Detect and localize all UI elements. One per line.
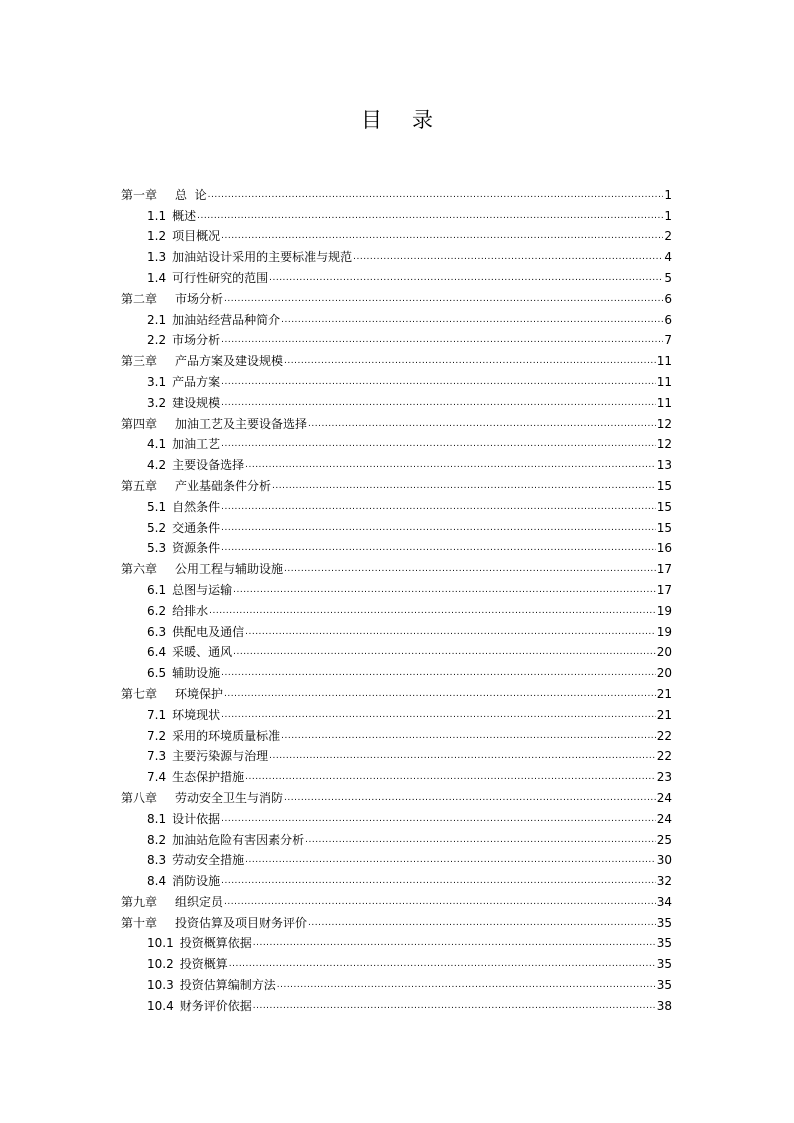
toc-entry-number: 8.4 [147, 874, 167, 889]
toc-entry-number: 第三章 [121, 354, 158, 369]
toc-dot-leader [221, 437, 656, 451]
toc-entry-number: 2.2 [147, 333, 167, 348]
toc-entry-label [147, 770, 244, 784]
toc-page-number: 13 [656, 458, 672, 473]
toc-page-number: 11 [656, 354, 672, 369]
toc-entry-number: 6.5 [147, 666, 167, 681]
toc-entry-text: 投资概算依据 [179, 936, 252, 951]
toc-page-number: 35 [656, 978, 672, 993]
toc-page-number: 30 [656, 853, 672, 868]
toc-entry-number: 8.2 [147, 832, 167, 847]
toc-entry-number: 3.1 [147, 374, 167, 389]
title-char-1: 目 [361, 108, 382, 132]
toc-entry-number: 1.1 [147, 208, 167, 223]
toc-dot-leader [281, 729, 656, 743]
toc-section-entry[interactable] [121, 659, 672, 680]
toc-entry-number: 1.3 [147, 250, 167, 265]
toc-entry-label [147, 500, 220, 514]
toc-section-entry[interactable] [121, 243, 672, 264]
toc-dot-leader [221, 666, 656, 680]
toc-section-entry[interactable] [121, 930, 672, 951]
toc-entry-number: 6.4 [147, 645, 167, 660]
toc-dot-leader [221, 521, 656, 535]
toc-entry-number: 第一章 [121, 187, 158, 202]
toc-dot-leader [245, 458, 656, 472]
toc-entry-label [147, 250, 352, 264]
toc-section-entry[interactable] [121, 202, 672, 223]
toc-entry-label [147, 999, 252, 1013]
toc-section-entry[interactable] [121, 576, 672, 597]
toc-dot-leader [284, 791, 656, 805]
toc-section-entry[interactable] [121, 493, 672, 514]
toc-page-number: 7 [664, 333, 672, 348]
toc-entry-label [121, 188, 207, 202]
toc-entry-label [147, 625, 244, 639]
toc-page-number: 21 [656, 686, 672, 701]
toc-entry-label [147, 521, 220, 535]
toc-section-entry[interactable] [121, 971, 672, 992]
toc-entry-number: 7.3 [147, 749, 167, 764]
toc-entry-text: 概述 [172, 208, 197, 223]
toc-entry-number: 4.2 [147, 458, 167, 473]
toc-entry-number: 第二章 [121, 291, 158, 306]
table-of-contents [121, 181, 672, 1013]
toc-entry-label [147, 853, 244, 867]
toc-section-entry[interactable] [121, 514, 672, 535]
toc-entry-label [147, 458, 244, 472]
toc-entry-number: 8.3 [147, 853, 167, 868]
toc-page-number: 22 [656, 728, 672, 743]
toc-entry-text: 资源条件 [172, 541, 221, 556]
toc-dot-leader [221, 229, 663, 243]
toc-chapter-entry[interactable] [121, 472, 672, 493]
toc-entry-text: 建设规模 [172, 395, 221, 410]
toc-dot-leader [221, 396, 656, 410]
toc-entry-text: 采用的环境质量标准 [172, 728, 281, 743]
toc-entry-text: 财务评价依据 [179, 998, 252, 1013]
toc-page-number: 32 [656, 874, 672, 889]
toc-page-number: 6 [664, 312, 672, 327]
toc-page-number: 11 [656, 374, 672, 389]
page-title [0, 104, 794, 134]
toc-entry-number: 第五章 [121, 478, 158, 493]
toc-page-number: 2 [664, 229, 672, 244]
toc-chapter-entry[interactable] [121, 410, 672, 431]
toc-section-entry[interactable] [121, 763, 672, 784]
toc-section-entry[interactable] [121, 223, 672, 244]
toc-entry-label [147, 645, 232, 659]
toc-dot-leader [245, 770, 656, 784]
toc-entry-number: 6.1 [147, 582, 167, 597]
toc-entry-number: 10.1 [147, 936, 174, 951]
toc-entry-label [121, 479, 271, 493]
toc-entry-number: 1.4 [147, 270, 167, 285]
toc-entry-text: 产品方案及建设规模 [175, 354, 284, 369]
toc-page-number: 35 [656, 957, 672, 972]
toc-page-number: 5 [664, 270, 672, 285]
toc-entry-number: 4.1 [147, 437, 167, 452]
toc-entry-number: 10.3 [147, 978, 174, 993]
toc-dot-leader [233, 645, 656, 659]
toc-page-number: 35 [656, 936, 672, 951]
toc-chapter-entry[interactable] [121, 285, 672, 306]
toc-entry-number: 10.2 [147, 957, 174, 972]
toc-chapter-entry[interactable] [121, 181, 672, 202]
toc-dot-leader [284, 354, 656, 368]
toc-entry-text: 劳动安全卫生与消防 [175, 790, 284, 805]
toc-entry-number: 7.1 [147, 707, 167, 722]
toc-entry-label [147, 729, 280, 743]
toc-entry-text: 主要设备选择 [172, 458, 245, 473]
toc-section-entry[interactable] [121, 847, 672, 868]
toc-page-number: 15 [656, 499, 672, 514]
toc-section-entry[interactable] [121, 701, 672, 722]
toc-entry-text: 投资概算 [179, 957, 228, 972]
toc-dot-leader [221, 333, 663, 347]
toc-entry-label [121, 354, 283, 368]
toc-entry-label [147, 957, 228, 971]
toc-dot-leader [208, 188, 663, 202]
toc-entry-label [147, 833, 304, 847]
toc-dot-leader [197, 209, 663, 223]
toc-page-number: 12 [656, 437, 672, 452]
toc-chapter-entry[interactable] [121, 347, 672, 368]
toc-section-entry[interactable] [121, 327, 672, 348]
toc-section-entry[interactable] [121, 451, 672, 472]
toc-entry-number: 3.2 [147, 395, 167, 410]
toc-entry-text: 交通条件 [172, 520, 221, 535]
toc-page-number: 1 [664, 208, 672, 223]
toc-entry-text: 给排水 [172, 603, 209, 618]
toc-entry-text: 投资估算编制方法 [179, 978, 276, 993]
toc-section-entry[interactable] [121, 368, 672, 389]
toc-dot-leader [233, 583, 656, 597]
toc-entry-label [147, 209, 196, 223]
toc-entry-text: 加油站设计采用的主要标准与规范 [172, 250, 353, 265]
toc-entry-label [147, 271, 268, 285]
toc-entry-text: 项目概况 [172, 229, 221, 244]
toc-page-number: 11 [656, 395, 672, 410]
toc-entry-text: 劳动安全措施 [172, 853, 245, 868]
toc-entry-label [147, 541, 220, 555]
toc-entry-label [121, 562, 283, 576]
toc-dot-leader [229, 957, 656, 971]
toc-entry-label [121, 687, 223, 701]
toc-page-number: 19 [656, 624, 672, 639]
toc-entry-label [147, 583, 232, 597]
toc-dot-leader [305, 833, 656, 847]
toc-entry-text: 采暖、通风 [172, 645, 233, 660]
toc-section-entry[interactable] [121, 805, 672, 826]
toc-section-entry[interactable] [121, 597, 672, 618]
toc-entry-number: 2.1 [147, 312, 167, 327]
toc-entry-number: 第六章 [121, 562, 158, 577]
toc-dot-leader [209, 604, 656, 618]
toc-entry-number: 1.2 [147, 229, 167, 244]
toc-chapter-entry[interactable] [121, 555, 672, 576]
toc-entry-label [147, 708, 220, 722]
toc-entry-number: 5.3 [147, 541, 167, 556]
toc-entry-text: 投资估算及项目财务评价 [175, 915, 308, 930]
toc-entry-text: 总 论 [175, 187, 207, 202]
toc-dot-leader [281, 313, 663, 327]
toc-entry-label [147, 812, 220, 826]
toc-section-entry[interactable] [121, 306, 672, 327]
toc-chapter-entry[interactable] [121, 784, 672, 805]
toc-chapter-entry[interactable] [121, 680, 672, 701]
toc-entry-text: 加油工艺 [172, 437, 221, 452]
toc-page-number: 24 [656, 790, 672, 805]
toc-chapter-entry[interactable] [121, 888, 672, 909]
toc-entry-label [121, 895, 223, 909]
toc-section-entry[interactable] [121, 992, 672, 1013]
toc-section-entry[interactable] [121, 264, 672, 285]
title-char-2: 录 [412, 108, 433, 132]
toc-section-entry[interactable] [121, 535, 672, 556]
toc-entry-number: 第十章 [121, 915, 158, 930]
toc-page-number: 4 [664, 250, 672, 265]
toc-page-number: 15 [656, 520, 672, 535]
toc-entry-text: 总图与运输 [172, 582, 233, 597]
toc-page-number: 20 [656, 666, 672, 681]
toc-entry-label [147, 375, 220, 389]
toc-entry-text: 市场分析 [172, 333, 221, 348]
toc-entry-text: 公用工程与辅助设施 [175, 562, 284, 577]
toc-page-number: 17 [656, 562, 672, 577]
toc-entry-text: 市场分析 [175, 291, 224, 306]
toc-section-entry[interactable] [121, 639, 672, 660]
toc-entry-number: 7.2 [147, 728, 167, 743]
toc-dot-leader [221, 812, 656, 826]
toc-entry-text: 自然条件 [172, 499, 221, 514]
toc-entry-text: 组织定员 [175, 894, 224, 909]
toc-entry-text: 环境保护 [175, 686, 224, 701]
toc-entry-text: 供配电及通信 [172, 624, 245, 639]
toc-dot-leader [221, 375, 656, 389]
toc-dot-leader [245, 853, 656, 867]
toc-entry-label [147, 666, 220, 680]
toc-entry-label [147, 749, 268, 763]
toc-entry-label [147, 229, 220, 243]
toc-dot-leader [277, 978, 656, 992]
toc-entry-text: 生态保护措施 [172, 770, 245, 785]
toc-entry-number: 6.3 [147, 624, 167, 639]
toc-section-entry[interactable] [121, 743, 672, 764]
toc-dot-leader [253, 936, 656, 950]
toc-section-entry[interactable] [121, 389, 672, 410]
toc-page-number: 17 [656, 582, 672, 597]
toc-entry-label [147, 437, 220, 451]
toc-dot-leader [253, 999, 656, 1013]
toc-dot-leader [353, 250, 663, 264]
toc-section-entry[interactable] [121, 867, 672, 888]
toc-entry-number: 第七章 [121, 686, 158, 701]
toc-page-number: 21 [656, 707, 672, 722]
toc-page-number: 1 [664, 187, 672, 202]
toc-dot-leader [245, 625, 656, 639]
toc-entry-text: 产业基础条件分析 [175, 478, 272, 493]
toc-chapter-entry[interactable] [121, 909, 672, 930]
toc-entry-text: 主要污染源与治理 [172, 749, 269, 764]
toc-entry-number: 5.1 [147, 499, 167, 514]
toc-entry-label [147, 978, 276, 992]
toc-dot-leader [269, 749, 656, 763]
toc-page-number: 16 [656, 541, 672, 556]
toc-dot-leader [284, 562, 656, 576]
toc-page-number: 15 [656, 478, 672, 493]
toc-page-number: 23 [656, 770, 672, 785]
toc-page-number: 24 [656, 811, 672, 826]
toc-section-entry[interactable] [121, 618, 672, 639]
toc-dot-leader [224, 292, 663, 306]
toc-entry-label [147, 874, 220, 888]
toc-entry-label [121, 417, 307, 431]
toc-dot-leader [224, 895, 656, 909]
toc-dot-leader [308, 417, 656, 431]
toc-entry-number: 8.1 [147, 811, 167, 826]
toc-page-number: 6 [664, 291, 672, 306]
toc-entry-label [121, 292, 223, 306]
toc-entry-text: 可行性研究的范围 [172, 270, 269, 285]
toc-page-number: 34 [656, 894, 672, 909]
toc-entry-text: 加油工艺及主要设备选择 [175, 416, 308, 431]
toc-entry-number: 7.4 [147, 770, 167, 785]
toc-entry-text: 消防设施 [172, 874, 221, 889]
toc-entry-label [121, 791, 283, 805]
toc-page-number: 22 [656, 749, 672, 764]
toc-entry-number: 第四章 [121, 416, 158, 431]
toc-entry-number: 6.2 [147, 603, 167, 618]
toc-dot-leader [221, 874, 656, 888]
toc-entry-label [147, 604, 208, 618]
toc-page-number: 19 [656, 603, 672, 618]
toc-dot-leader [308, 916, 656, 930]
toc-entry-label [147, 313, 280, 327]
toc-page-number: 35 [656, 915, 672, 930]
toc-page-number: 25 [656, 832, 672, 847]
toc-entry-number: 10.4 [147, 998, 174, 1013]
toc-entry-label [147, 936, 252, 950]
toc-entry-text: 设计依据 [172, 811, 221, 826]
toc-entry-label [147, 333, 220, 347]
toc-entry-label [121, 916, 307, 930]
toc-entry-text: 产品方案 [172, 374, 221, 389]
toc-entry-text: 环境现状 [172, 707, 221, 722]
toc-entry-number: 第八章 [121, 790, 158, 805]
toc-section-entry[interactable] [121, 826, 672, 847]
toc-entry-text: 加油站危险有害因素分析 [172, 832, 305, 847]
toc-section-entry[interactable] [121, 950, 672, 971]
toc-entry-text: 加油站经营品种简介 [172, 312, 281, 327]
toc-page-number: 20 [656, 645, 672, 660]
toc-dot-leader [221, 708, 656, 722]
toc-dot-leader [224, 687, 656, 701]
toc-section-entry[interactable] [121, 722, 672, 743]
toc-page-number: 12 [656, 416, 672, 431]
toc-section-entry[interactable] [121, 431, 672, 452]
toc-dot-leader [221, 500, 656, 514]
toc-page-number: 38 [656, 998, 672, 1013]
toc-dot-leader [272, 479, 656, 493]
toc-entry-text: 辅助设施 [172, 666, 221, 681]
toc-entry-number: 5.2 [147, 520, 167, 535]
toc-dot-leader [269, 271, 663, 285]
toc-entry-label [147, 396, 220, 410]
toc-entry-number: 第九章 [121, 894, 158, 909]
toc-dot-leader [221, 541, 656, 555]
